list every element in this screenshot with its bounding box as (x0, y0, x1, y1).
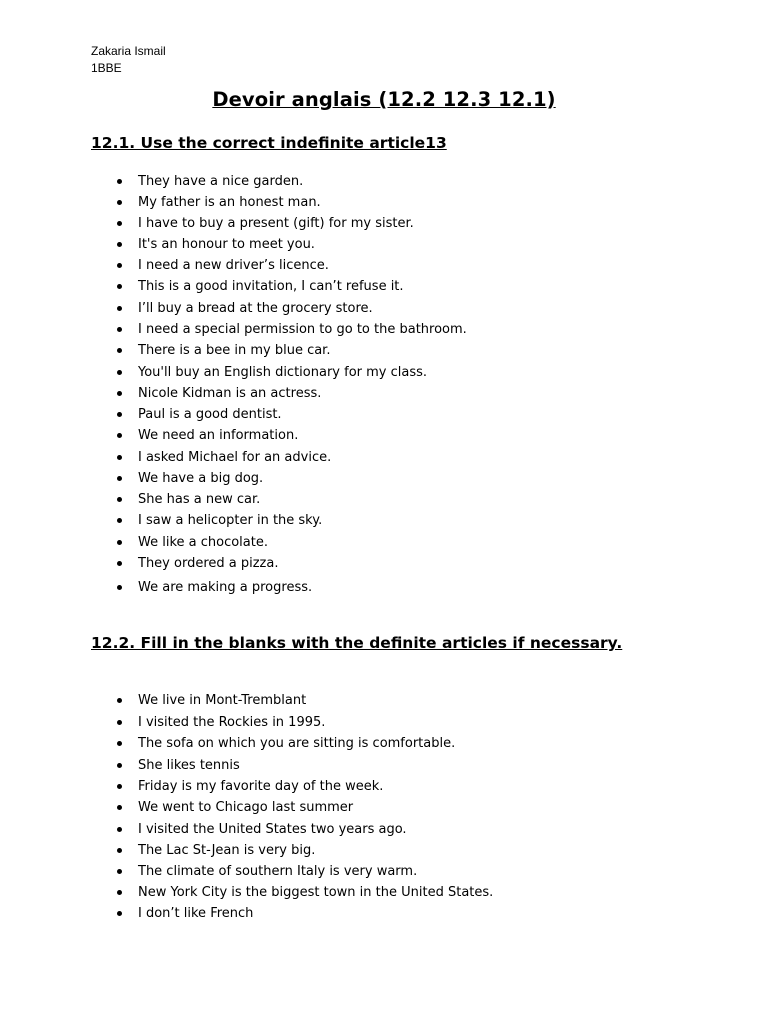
list-item-text: We are making a progress. (138, 580, 313, 595)
list-item-text: The climate of southern Italy is very warm. (138, 864, 418, 879)
list-item-text: My father is an honest man. (138, 195, 321, 210)
list-item-text: I visited the United States two years ago. (138, 822, 407, 837)
list-item-text: They have a nice garden. (138, 174, 304, 189)
list-item-text: They ordered a pizza. (138, 556, 279, 571)
bullet-icon (117, 784, 122, 789)
bullet-icon (117, 284, 122, 289)
list-item-text: Nicole Kidman is an actress. (138, 386, 322, 401)
document-title: Devoir anglais (12.2 12.3 12.1) (212, 88, 556, 111)
section-2-title: 12.2. Fill in the blanks with the definite articles if necessary. (91, 634, 623, 652)
bullet-icon (117, 306, 122, 311)
list-item-text: We went to Chicago last summer (138, 800, 354, 815)
bullet-icon (117, 827, 122, 832)
list-item-text: You'll buy an English dictionary for my class. (138, 365, 428, 380)
bullet-icon (117, 540, 122, 545)
section-1-title: 12.1. Use the correct indefinite article13 (91, 134, 447, 152)
bullet-icon (117, 412, 122, 417)
bullet-icon (117, 763, 122, 768)
bullet-icon (117, 433, 122, 438)
bullet-icon (117, 179, 122, 184)
bullet-icon (117, 242, 122, 247)
list-item-text: This is a good invitation, I can’t refuse it. (138, 279, 404, 294)
list-item-text: I saw a helicopter in the sky. (138, 513, 323, 528)
list-item-text: I need a new driver’s licence. (138, 258, 329, 273)
list-item-text: I don’t like French (138, 906, 254, 921)
list-item-text: New York City is the biggest town in the United States. (138, 885, 494, 900)
bullet-icon (117, 476, 122, 481)
class-code: 1BBE (91, 61, 122, 75)
bullet-icon (117, 391, 122, 396)
bullet-icon (117, 585, 122, 590)
bullet-icon (117, 869, 122, 874)
list-item-text: I need a special permission to go to the bathroom. (138, 322, 467, 337)
list-item-text: She has a new car. (138, 492, 261, 507)
list-item-text: It's an honour to meet you. (138, 237, 315, 252)
list-item-text: We like a chocolate. (138, 535, 268, 550)
list-item-text: I have to buy a present (gift) for my sister. (138, 216, 414, 231)
bullet-icon (117, 911, 122, 916)
bullet-icon (117, 698, 122, 703)
list-item-text: There is a bee in my blue car. (138, 343, 331, 358)
bullet-icon (117, 221, 122, 226)
bullet-icon (117, 890, 122, 895)
bullet-icon (117, 327, 122, 332)
bullet-icon (117, 455, 122, 460)
list-item-text: The sofa on which you are sitting is comfortable. (138, 736, 456, 751)
list-item-text: I visited the Rockies in 1995. (138, 715, 326, 730)
bullet-icon (117, 741, 122, 746)
list-item-text: We live in Mont-Tremblant (138, 693, 307, 708)
bullet-icon (117, 848, 122, 853)
list-item-text: Friday is my favorite day of the week. (138, 779, 384, 794)
bullet-icon (117, 720, 122, 725)
list-item-text: She likes tennis (138, 758, 240, 773)
bullet-icon (117, 805, 122, 810)
bullet-icon (117, 200, 122, 205)
bullet-icon (117, 348, 122, 353)
list-item-text: We need an information. (138, 428, 299, 443)
list-item-text: Paul is a good dentist. (138, 407, 282, 422)
bullet-icon (117, 497, 122, 502)
list-item-text: The Lac St-Jean is very big. (138, 843, 316, 858)
list-item-text: I’ll buy a bread at the grocery store. (138, 301, 373, 316)
list-item-text: I asked Michael for an advice. (138, 450, 332, 465)
bullet-icon (117, 518, 122, 523)
bullet-icon (117, 263, 122, 268)
list-item-text: We have a big dog. (138, 471, 264, 486)
bullet-icon (117, 561, 122, 566)
author-name: Zakaria Ismail (91, 44, 166, 58)
bullet-icon (117, 370, 122, 375)
